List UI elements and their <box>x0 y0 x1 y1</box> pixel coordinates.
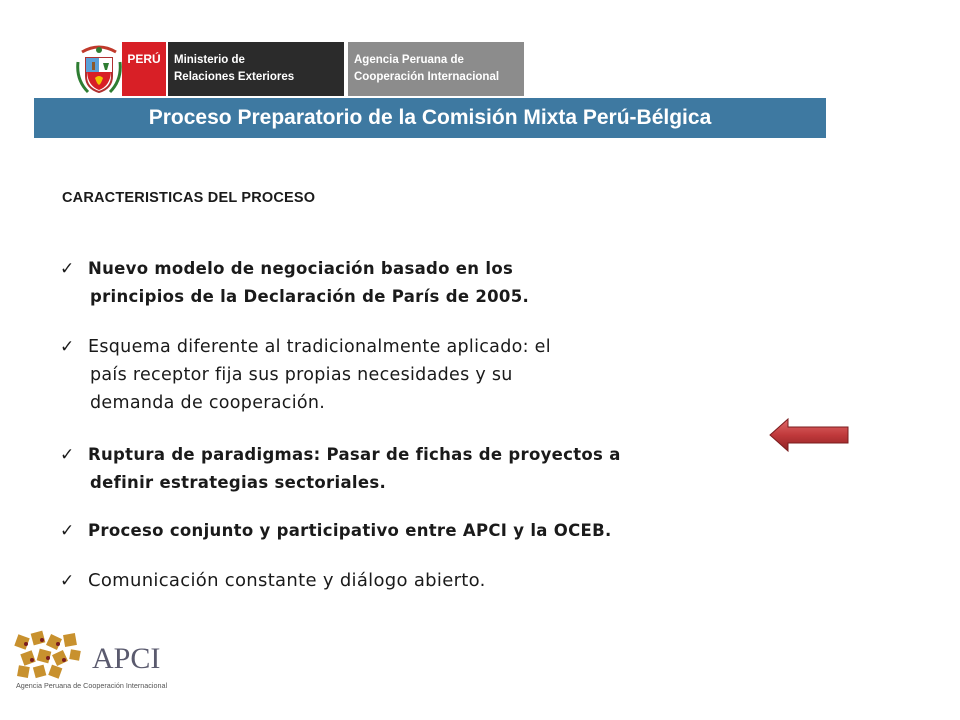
apci-logo <box>14 630 174 692</box>
bullet-line: país receptor fija sus propias necesidades y su <box>90 365 513 385</box>
slide-title: Proceso Preparatorio de la Comisión Mixta Perú-Bélgica <box>148 106 712 129</box>
slide-title-bar <box>34 98 826 138</box>
bullet-line: demanda de cooperación. <box>90 393 326 413</box>
bullet-line: Proceso conjunto y participativo entre APCI y la OCEB. <box>88 521 612 540</box>
checkmark-icon: ✓ <box>60 445 75 465</box>
checkmark-icon: ✓ <box>60 571 75 591</box>
agency-line-2: Cooperación Internacional <box>354 71 500 83</box>
bullet-list <box>60 255 750 595</box>
section-heading: CARACTERISTICAS DEL PROCESO <box>62 190 316 206</box>
bullet-item <box>60 517 750 545</box>
ministry-line-1: Ministerio de <box>174 54 245 66</box>
left-arrow-icon[interactable] <box>768 416 850 454</box>
peru-label-block <box>122 42 166 96</box>
header-logo-bar <box>76 42 524 96</box>
apci-logo-tagline: Agencia Peruana de Cooperación Internacional <box>16 681 168 690</box>
agency-logo-block <box>348 42 524 96</box>
bullet-line: Comunicación constante y diálogo abierto. <box>88 570 486 591</box>
bullet-line: Ruptura de paradigmas: Pasar de fichas de proyectos a <box>88 445 621 464</box>
bullet-line: definir estrategias sectoriales. <box>90 473 387 492</box>
apci-logo-icon <box>14 630 174 692</box>
ministry-line-2: Relaciones Exteriores <box>174 71 295 83</box>
peru-label: PERÚ <box>127 52 161 66</box>
bullet-line: Nuevo modelo de negociación basado en los <box>88 259 514 278</box>
bullet-item <box>60 255 750 311</box>
bullet-line: Esquema diferente al tradicionalmente aplicado: el <box>88 337 551 357</box>
bullet-item <box>60 333 750 417</box>
back-button[interactable] <box>768 416 850 454</box>
bullet-item <box>60 567 750 595</box>
checkmark-icon: ✓ <box>60 521 75 541</box>
ministry-logo-block <box>168 42 344 96</box>
apci-logo-text: APCI <box>92 642 161 675</box>
bullet-item <box>60 441 750 497</box>
agency-line-1: Agencia Peruana de <box>354 54 464 66</box>
checkmark-icon: ✓ <box>60 259 75 279</box>
bullet-line: principios de la Declaración de París de 2005. <box>90 287 530 306</box>
checkmark-icon: ✓ <box>60 337 75 357</box>
peru-coat-of-arms-icon <box>76 42 122 96</box>
